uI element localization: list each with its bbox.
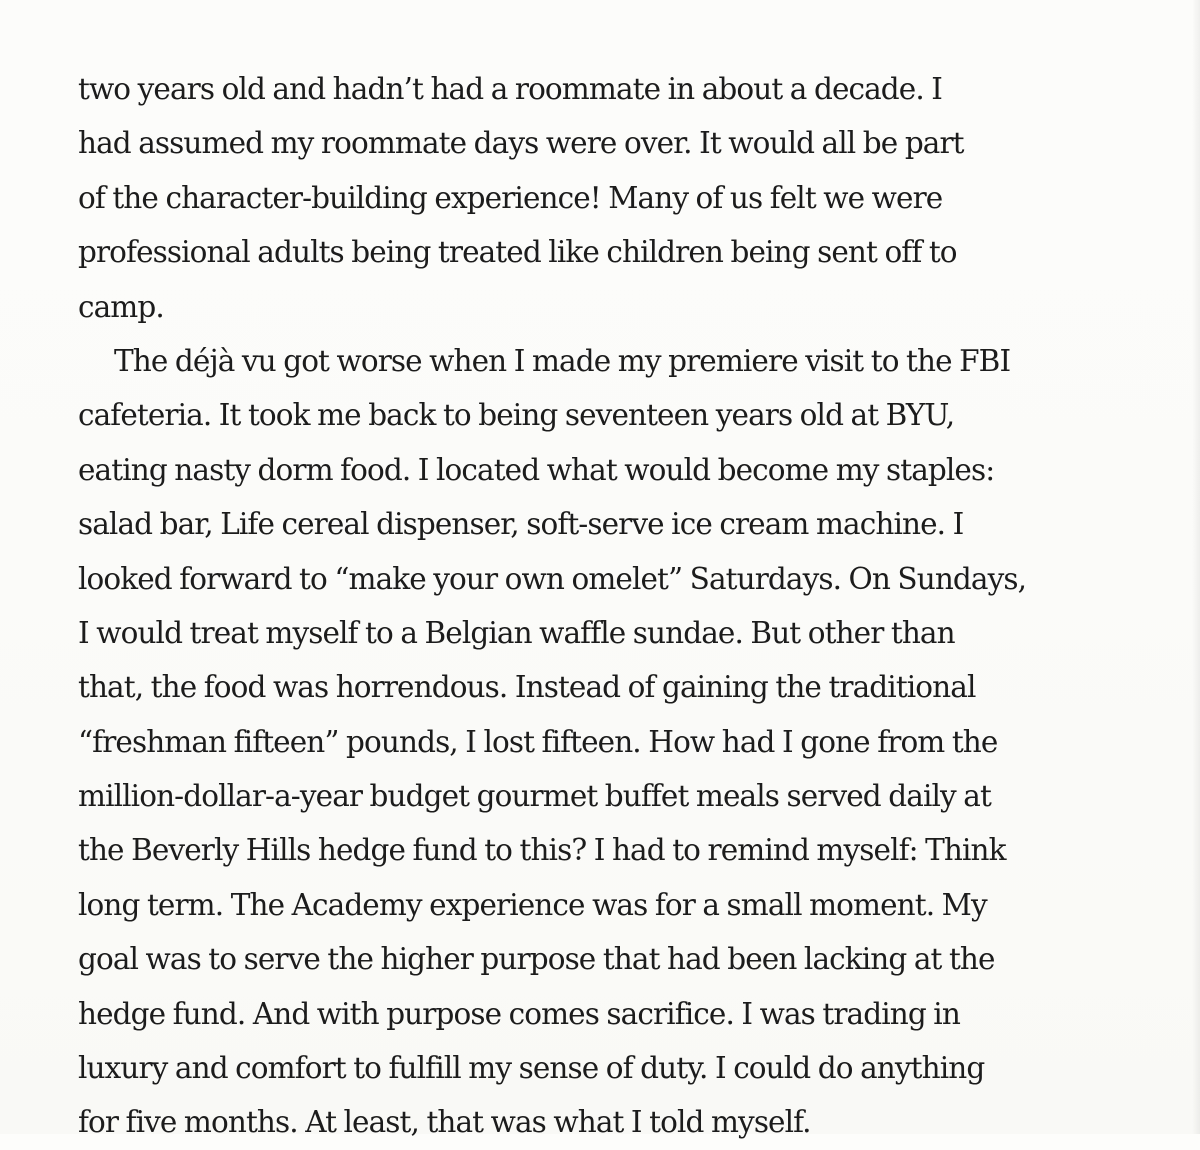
- text-line: luxury and comfort to fulfill my sense of duty. I could do anything: [78, 1051, 985, 1086]
- text-line: that, the food was horrendous. Instead of gaining the traditional: [78, 670, 976, 705]
- text-line: professional adults being treated like children being sent off to: [78, 235, 957, 270]
- text-line: I would treat myself to a Belgian waffle sundae. But other than: [78, 615, 955, 650]
- body-text: [78, 62, 1158, 1150]
- text-line: two years old and hadn’t had a roommate in about a decade. I: [78, 72, 943, 106]
- text-line: cafeteria. It took me back to being seventeen years old at BYU,: [78, 398, 955, 433]
- text-line: camp.: [78, 289, 164, 324]
- text-line: hedge fund. And with purpose comes sacrifice. I was trading in: [78, 996, 960, 1031]
- text-line: long term. The Academy experience was for a small moment. My: [78, 887, 987, 922]
- text-line: for five months. At least, that was what I told myself.: [78, 1105, 811, 1140]
- text-line: million-dollar-a-year budget gourmet buffet meals served daily at: [78, 779, 991, 814]
- text-line: eating nasty dorm food. I located what would become my staples:: [78, 452, 995, 487]
- text-line: of the character-building experience! Many of us felt we were: [78, 180, 943, 215]
- text-line: looked forward to “make your own omelet” Saturdays. On Sundays,: [78, 561, 1027, 596]
- paragraph-2: [78, 334, 1158, 1150]
- text-line: the Beverly Hills hedge fund to this? I had to remind myself: Think: [78, 833, 1006, 868]
- text-line-indented: The déjà vu got worse when I made my premiere visit to the FBI: [114, 343, 1011, 378]
- text-line: salad bar, Life cereal dispenser, soft-serve ice cream machine. I: [78, 507, 964, 542]
- text-line: goal was to serve the higher purpose that had been lacking at the: [78, 942, 995, 977]
- text-line: “freshman fifteen” pounds, I lost fifteen. How had I gone from the: [78, 724, 998, 759]
- paragraph-1: [78, 62, 1158, 334]
- page-edge-shadow: [1192, 0, 1200, 1134]
- text-line: had assumed my roommate days were over. It would all be part: [78, 126, 964, 161]
